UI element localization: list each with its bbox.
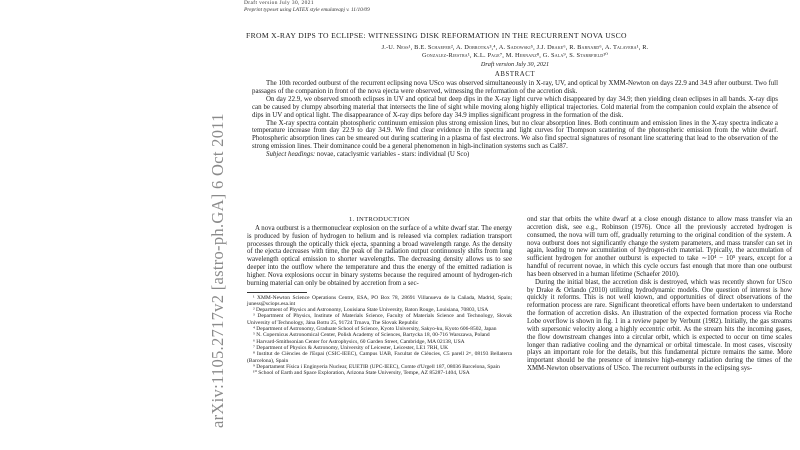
abstract-paragraph: The X-ray spectra contain photospheric continuum emission plus strong emission lines, but no clear absorption lines. Both continuum and emission lines in the X-ray spectra indicate a temperature increase from day 22.9 to day 34.9. We find clear evidence in the spectra and light curves for Thompson scattering of the photospheric emission from the white dwarf. Photospheric absorption lines can be smeared out during scattering in a plasma of fast electrons. We also find spectral signatures of resonant line scattering that lead to the observation of the strong emission lines. Their dominance could be a general phenomenon in high-inclination systems such as Cal87. bbox=[252, 119, 778, 151]
paper-title: FROM X-RAY DIPS TO ECLIPSE: WITNESSING DISK REFORMATION IN THE RECURRENT NOVA USCO bbox=[246, 31, 627, 40]
footnote: ⁵ N. Copernicus Astronomical Center, Polish Academy of Sciences, Bartycka 18, 00-716 Warszawa, Poland bbox=[253, 332, 490, 339]
abstract-paragraph: On day 22.9, we observed smooth eclipses in UV and optical but deep dips in the X-ray light curve which disappeared by day 34.9; then yielding clean eclipses in all bands. X-ray dips can be caused by clumpy absorbing material that intersects the line of sight while moving along highly elliptical trajectories. Cold material from the companion could explain the absence of dips in UV and optical light. The disappearance of X-ray dips before day 34.9 implies significant progress in the formation of the disk. bbox=[252, 95, 778, 119]
footnote: ⁸ Institut de Ciències de l'Espai (CSIC-IEEC), Campus UAB, Facultat de Ciències, C5 parell 2ᵃᵗ, 08193 Bellaterra (Barcelona), Spain bbox=[247, 351, 512, 364]
subject-terms: novae, cataclysmic variables - stars: individual (U Sco) bbox=[315, 151, 470, 159]
body-paragraph: ond star that orbits the white dwarf at a close enough distance to allow mass transfer via an accretion disk, see e.g., Robinson (1976). Once all the previously accreted hydrogen is consumed, the nova will turn off, gradually returning to the original condition of the system. A nova outburst does not significantly change the system parameters, and mass transfer can set in again, leading to new accumulation of hydrogen-rich material. Typically, the accumulation of sufficient hydrogen for another outburst is expected to take ∼10⁴ − 10⁵ years, except for a handful of recurrent novae, in which this cycle occurs fast enough that more than one outburst has been observed in a human lifetime (Schaefer 2010). bbox=[527, 216, 792, 278]
body-paragraph: During the initial blast, the accretion disk is destroyed, which was recently shown for USco by Drake & Orlando (2010) utilizing hydrodynamic models. One question of interest is how quickly it reforms. This is not well known, and opportunities of direct observations of the reformation process are rare. Significant theoretical efforts have been undertaken to understand the formation of accretion disks. An illustration of the expected formation process via Roche Lobe overflow is shown in fig. 1 in a review paper by Verbunt (1982). Initially, the gas streams with supersonic velocity along a highly eccentric orbit. As the stream hits the incoming gases, the flow downstream changes into a circular orbit, which is expected to occur on time scales longer than radiative cooling and the dynamical or orbital timescale. In most cases, viscosity plays an important role for the details, but this fundamental picture remains the same. More important should be the presence of intensive high-energy radiation during the times of the XMM-Newton observations of USco. The recurrent outbursts in the eclipsing sys- bbox=[527, 278, 792, 373]
footnote: ¹ XMM-Newton Science Operations Centre, ESA, PO Box 78, 28691 Villanueva de la Cañada, Madrid, Spain; juness@sciops.esa.int bbox=[247, 294, 512, 307]
footnote: ⁴ Department of Astronomy, Graduate School of Science, Kyoto University, Sakyo-ku, Kyoto 606-8502, Japan bbox=[253, 326, 497, 333]
arxiv-stamp: arXiv:1105.2717v2 [astro-ph.GA] 6 Oct 2011 bbox=[208, 113, 227, 428]
subject-label: Subject headings: bbox=[266, 151, 316, 159]
footnote: ² Department of Physics and Astronomy, Louisiana State University, Baton Rouge, Louisiana, 70803, USA bbox=[253, 307, 489, 314]
footnote: ¹⁰ School of Earth and Space Exploration, Arizona State University, Tempe, AZ 85287-1404, USA bbox=[253, 370, 470, 377]
abstract-paragraph: The 10th recorded outburst of the recurrent eclipsing nova USco was observed simultaneously in X-ray, UV, and optical by XMM-Newton on days 22.9 and 34.9 after outburst. Two full passages of the companion in front of the nova ejecta were observed, witnessing the reformation of the accretion disk. bbox=[252, 80, 778, 95]
body-paragraph: A nova outburst is a thermonuclear explosion on the surface of a white dwarf star. The energy is produced by fusion of hydrogen to helium and is released via complex radiation transport processes through the optically thick ejecta, spanning a broad wavelength range. As the density of the ejecta decreases with time, the peak of the radiation output continuously shifts from long wavelength optical emission to shorter wavelengths. The decreasing density allows us to see deeper into the outflow where the temperature and thus the energy of the emitted radiation is higher. Nova explosions occur in binary systems because the required amount of hydrogen-rich burning material can only be obtained by accretion from a sec- bbox=[247, 224, 512, 287]
section-heading-introduction: 1. INTRODUCTION bbox=[349, 216, 410, 223]
draft-date-line: Draft version July 30, 2021 bbox=[480, 61, 550, 68]
footnote: ³ Department of Physics, Institute of Materials Science, Faculty of Materials Science and Technology, Slovak University of Technology, Jána Bottu 25, 91724 Trnava, The Slovak Republic bbox=[247, 313, 512, 326]
footnote: ⁹ Departament Física i Enginyeria Nuclear, EUETIB (UPC-IEEC), Comte d'Urgell 187, 08036 Barcelona, Spain bbox=[253, 363, 500, 370]
author-list bbox=[250, 44, 780, 61]
footnote: ⁷ Department of Physics & Astronomy, University of Leicester, Leicester, LE1 7RH, UK bbox=[253, 344, 449, 351]
abstract-heading: ABSTRACT bbox=[494, 71, 536, 78]
preprint-header bbox=[244, 0, 370, 15]
right-column bbox=[527, 216, 792, 373]
footnote: ⁶ Harvard-Smithsonian Center for Astrophysics, 60 Garden Street, Cambridge, MA 02138, USA bbox=[253, 338, 465, 345]
footnotes bbox=[247, 295, 512, 377]
author-line: J.-U. Ness¹, B.E. Schaefer², A. Dobrotka³,⁴, A. Sadowski⁵, J.J. Drake⁶, R. Barnard⁶, A. Talavera¹, R. bbox=[381, 44, 649, 51]
footnote-rule bbox=[247, 292, 307, 293]
draft-version: Draft version July 30, 2021 bbox=[244, 0, 314, 6]
author-line: Gonzalez-Riestra¹, K.L. Page⁷, M. Hernanz⁸, G. Sala⁹, S. Starrfield¹⁰ bbox=[421, 52, 609, 60]
subject-headings bbox=[252, 151, 778, 159]
left-column bbox=[247, 216, 512, 376]
abstract bbox=[252, 80, 778, 159]
preprint-note: Preprint typeset using LATEX style emulateapj v. 11/10/09 bbox=[244, 7, 370, 14]
